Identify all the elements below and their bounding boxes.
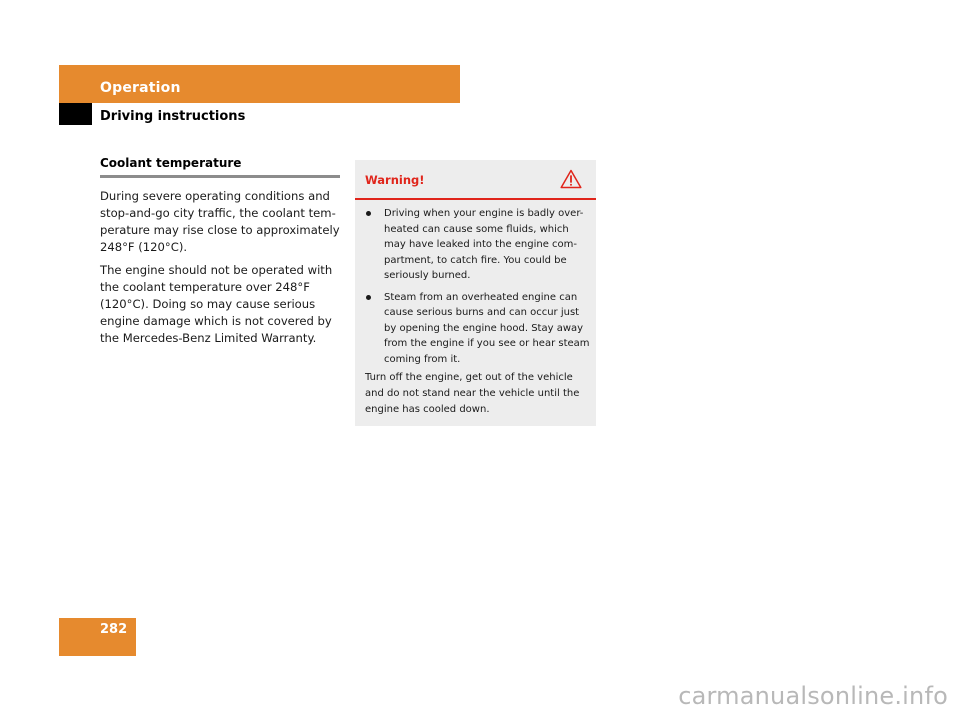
bullet-icon	[366, 295, 371, 300]
section-title: Operation	[100, 80, 181, 96]
warning-title: Warning!	[365, 173, 425, 187]
list-item	[365, 290, 591, 368]
paragraph-engine-damage: The engine should not be operated with the coolant temperature over 248°F (120°C). Doing so may cause serious engine damage which is not covered by the Mercedes-Benz Limited Warranty.	[100, 263, 333, 345]
heading-divider	[100, 175, 340, 178]
warning-bullet-text: Steam from an overheated engine can cause serious burns and can occur just by opening the engine hood. Stay away from the engine if you see or hear steam coming from it.	[384, 291, 590, 365]
warning-box	[355, 160, 596, 426]
warning-bullet-text: Driving when your engine is badly over-heated can cause some fluids, which may have leaked into the engine com-partment, to catch fire. You could be seriously burned.	[384, 208, 584, 281]
subsection-title: Driving instructions	[100, 109, 246, 124]
paragraph-coolant-rise: During severe operating conditions and stop-and-go city traffic, the coolant tem-perature may rise close to approximately 248°F (120°C).	[100, 189, 340, 254]
warning-divider	[355, 198, 596, 200]
section-tab-marker	[59, 103, 92, 125]
bullet-icon	[366, 211, 371, 216]
coolant-heading: Coolant temperature	[100, 156, 242, 170]
warning-bullet-list	[365, 206, 591, 373]
watermark: carmanualsonline.info	[678, 682, 948, 710]
page-number: 282	[100, 622, 128, 637]
warning-note: Turn off the engine, get out of the vehicle and do not stand near the vehicle until the engine has cooled down.	[365, 372, 580, 415]
warning-triangle-icon	[560, 169, 582, 189]
list-item	[365, 206, 591, 284]
